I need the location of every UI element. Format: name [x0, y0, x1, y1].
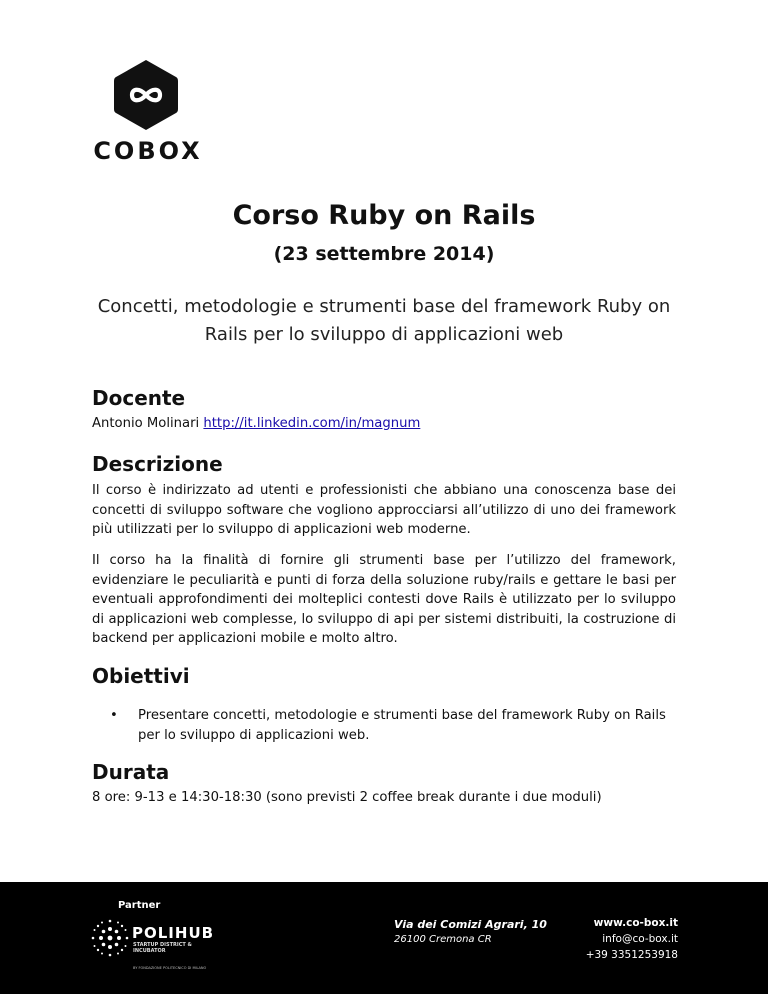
- polihub-dots-icon: [90, 918, 130, 958]
- partner-name: POLIHUB: [132, 924, 215, 942]
- infinity-hexagon-icon: [113, 58, 179, 132]
- phone-number: +39 3351253918: [585, 949, 678, 961]
- page-title: Corso Ruby on Rails: [232, 200, 536, 231]
- footer-bar: [0, 882, 768, 994]
- website-link[interactable]: www.co-box.it: [593, 917, 678, 929]
- docente-heading: Docente: [92, 386, 186, 410]
- durata-text: 8 ore: 9-13 e 14:30-18:30 (sono previsti 2 coffee break durante i due moduli): [92, 790, 602, 805]
- bullet-icon: •: [110, 708, 118, 723]
- course-date: (23 settembre 2014): [273, 243, 495, 265]
- address-line-1: Via dei Comizi Agrari, 10: [394, 918, 547, 931]
- obiettivi-item-text: Presentare concetti, metodologie e strumenti base del framework Ruby on Rails per lo sviluppo di applicazioni web.: [138, 708, 666, 743]
- descrizione-paragraph-2: [92, 551, 676, 649]
- logo-wordmark: COBOX: [93, 137, 203, 165]
- course-intro: Concetti, metodologie e strumenti base del framework Ruby on Rails per lo sviluppo di applicazioni web: [97, 296, 671, 345]
- durata-heading: Durata: [92, 760, 170, 784]
- partner-note: BY FONDAZIONE POLITECNICO DI MILANO: [133, 966, 207, 970]
- docente-name: Antonio Molinari: [92, 416, 200, 431]
- descrizione-heading: Descrizione: [92, 452, 223, 476]
- partner-label: Partner: [118, 900, 161, 911]
- descrizione-text-1: Il corso è indirizzato ad utenti e professionisti che abbiano una conoscenza base dei concetti di sviluppo software che vogliono approcciarsi all’utilizzo di uno dei framework più utilizzati per lo sviluppo di applicazioni web moderne.: [92, 483, 676, 537]
- obiettivi-heading: Obiettivi: [92, 664, 190, 688]
- docente-linkedin-link[interactable]: http://it.linkedin.com/in/magnum: [203, 416, 421, 431]
- descrizione-text-2: Il corso ha la finalità di fornire gli strumenti base per l’utilizzo del framework, evidenziare le peculiarità e punti di forza della soluzione ruby/rails e gettare le basi per eventuali approfondimenti dei molteplici contesti dove Rails è utilizzato per lo sviluppo di applicazioni web complesse, lo sviluppo di api per sistemi distribuiti, la costruzione di backend per applicazioni mobile e molto altro.: [92, 553, 676, 646]
- partner-subtitle: STARTUP DISTRICT & INCUBATOR: [133, 942, 192, 954]
- descrizione-paragraph-1: [92, 481, 676, 540]
- address-line-2: 26100 Cremona CR: [394, 934, 492, 945]
- email-link[interactable]: info@co-box.it: [602, 933, 678, 945]
- docente-line: [92, 414, 676, 434]
